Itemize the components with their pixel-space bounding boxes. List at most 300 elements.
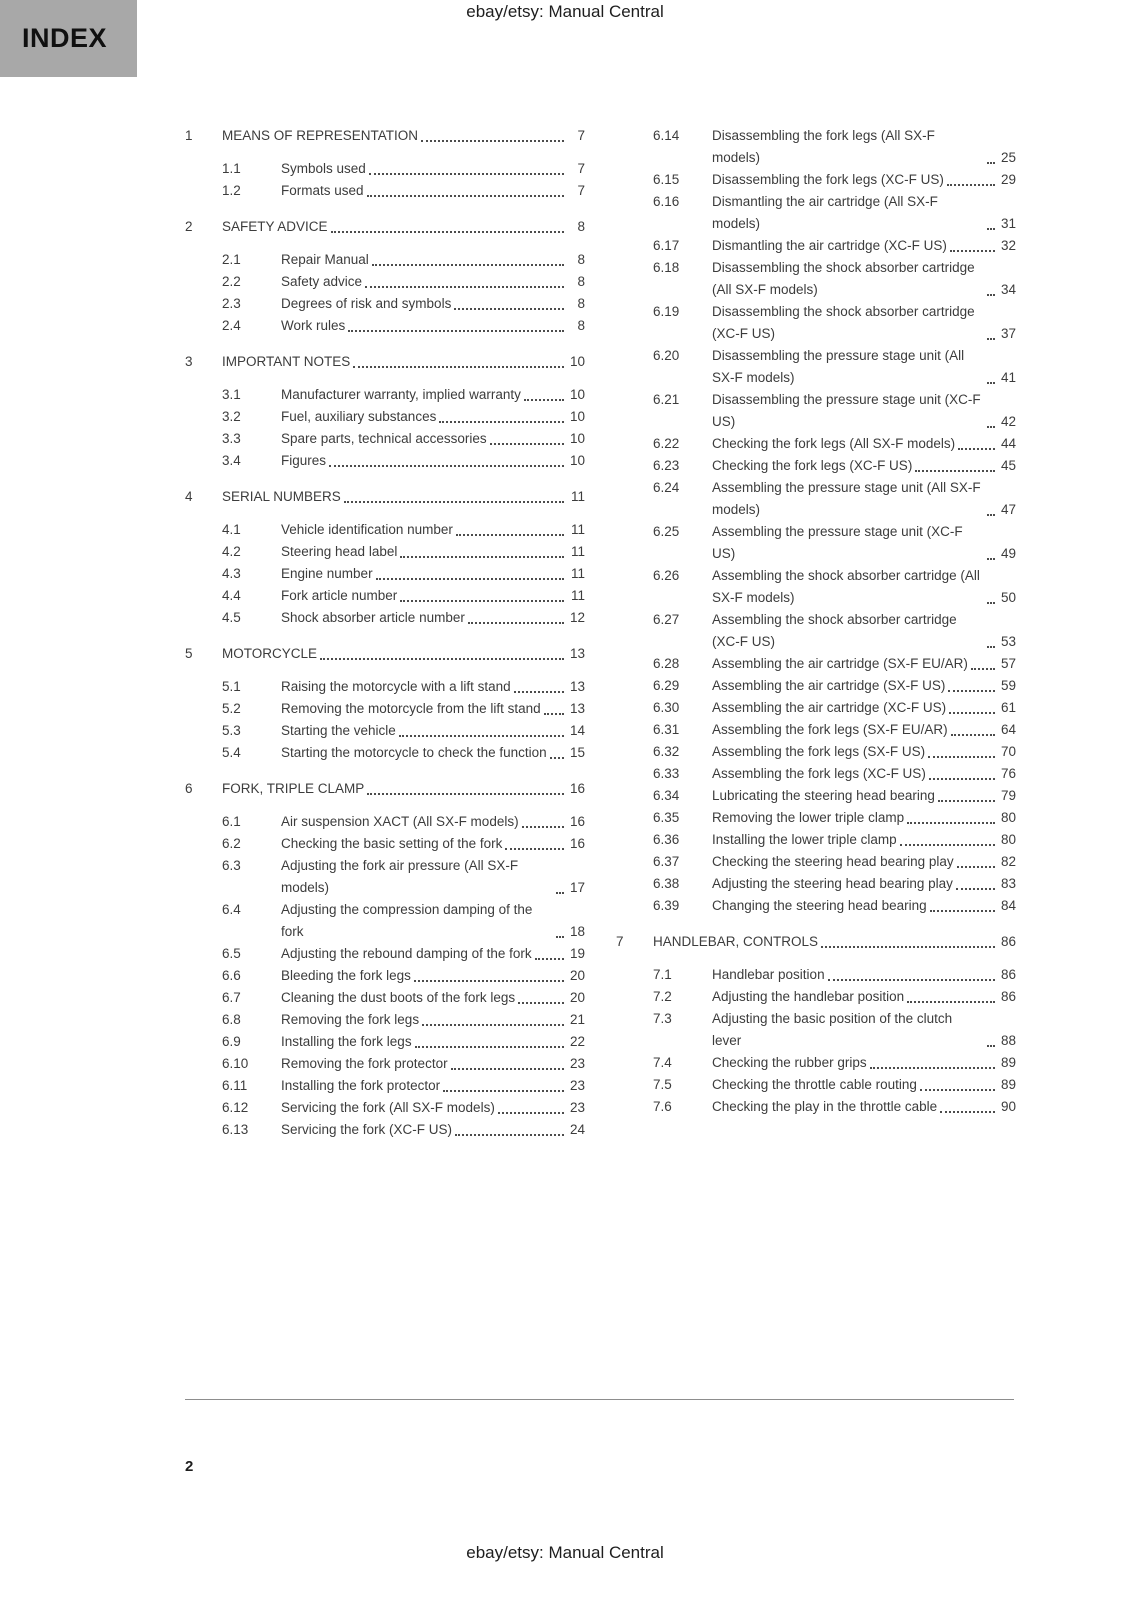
entry-number: 6.14 (653, 128, 680, 143)
toc-subsection-entry (185, 315, 585, 337)
entry-number: 6.18 (653, 260, 680, 275)
entry-page-number: 8 (577, 318, 585, 333)
entry-title: Dismantling the air cartridge (All SX-F models) (712, 194, 938, 231)
entry-title: Vehicle identification number (281, 522, 453, 537)
entry-number: 6.27 (653, 612, 680, 627)
entry-title: Fork article number (281, 588, 398, 603)
entry-title: Assembling the shock absorber cartridge (All SX-F models) (712, 568, 980, 605)
dot-leader (947, 184, 995, 186)
dot-leader (940, 1111, 995, 1113)
entry-body (281, 180, 585, 202)
dot-leader (455, 1134, 564, 1136)
entry-number: 1 (185, 128, 193, 143)
entry-title: Dismantling the air cartridge (XC-F US) (712, 238, 947, 253)
toc-subsection-entry (616, 1096, 1016, 1118)
entry-page-number: 29 (1000, 172, 1016, 187)
entry-number: 3.4 (222, 453, 241, 468)
entry-number: 6.37 (653, 854, 680, 869)
toc-subsection-entry (616, 433, 1016, 455)
entry-page-number: 15 (569, 745, 585, 760)
entry-title: Disassembling the shock absorber cartridge (All SX-F models) (712, 260, 975, 297)
entry-page-number: 49 (1000, 546, 1016, 561)
entry-body (281, 450, 585, 472)
entry-body (712, 389, 1016, 433)
entry-number: 6.23 (653, 458, 680, 473)
toc-subsection-entry (185, 720, 585, 742)
entry-number: 6.8 (222, 1012, 241, 1027)
toc-subsection-entry (185, 899, 585, 943)
entry-body (281, 406, 585, 428)
toc-subsection-entry (185, 811, 585, 833)
dot-leader (415, 1046, 564, 1048)
entry-body (712, 741, 1016, 763)
entry-title: Installing the fork legs (281, 1034, 412, 1049)
entry-body (281, 315, 585, 337)
entry-number: 6.16 (653, 194, 680, 209)
entry-page-number: 82 (1000, 854, 1016, 869)
dot-leader (821, 946, 995, 948)
entry-page-number: 89 (1000, 1055, 1016, 1070)
entry-page-number: 37 (1000, 326, 1016, 341)
entry-body (281, 271, 585, 293)
entry-number: 2.4 (222, 318, 241, 333)
entry-page-number: 11 (570, 566, 585, 581)
index-label: INDEX (22, 23, 108, 53)
entry-body (281, 742, 585, 764)
toc-subsection-entry (616, 609, 1016, 653)
dot-leader (938, 800, 995, 802)
entry-body (712, 301, 1016, 345)
entry-body (281, 1097, 585, 1119)
dot-leader (951, 734, 995, 736)
entry-title: Raising the motorcycle with a lift stand (281, 679, 511, 694)
toc-subsection-entry (616, 257, 1016, 301)
entry-title: Assembling the shock absorber cartridge (XC-F US) (712, 612, 957, 649)
dot-leader (320, 658, 564, 660)
entry-page-number: 47 (1000, 502, 1016, 517)
entry-body (281, 1031, 585, 1053)
entry-number: 6.28 (653, 656, 680, 671)
entry-body (712, 433, 1016, 455)
entry-number: 6.36 (653, 832, 680, 847)
entry-page-number: 24 (569, 1122, 585, 1137)
entry-number: 7 (616, 934, 624, 949)
toc-subsection-entry (616, 986, 1016, 1008)
entry-number: 6.38 (653, 876, 680, 891)
entry-number: 6.35 (653, 810, 680, 825)
dot-leader (550, 757, 564, 759)
entry-title: Adjusting the rebound damping of the fork (281, 946, 532, 961)
entry-number: 6.31 (653, 722, 680, 737)
dot-leader (987, 294, 995, 296)
entry-page-number: 12 (569, 610, 585, 625)
entry-page-number: 31 (1000, 216, 1016, 231)
entry-body (281, 833, 585, 855)
toc-subsection-entry (616, 785, 1016, 807)
table-of-contents (185, 125, 1015, 1141)
entry-number: 6.11 (222, 1078, 248, 1093)
toc-subsection-entry (185, 833, 585, 855)
entry-number: 3.3 (222, 431, 241, 446)
entry-number: 5.2 (222, 701, 241, 716)
entry-page-number: 50 (1000, 590, 1016, 605)
dot-leader (498, 1112, 564, 1114)
entry-title: Assembling the air cartridge (SX-F EU/AR) (712, 656, 968, 671)
dot-leader (544, 713, 564, 715)
toc-subsection-entry (185, 271, 585, 293)
entry-page-number: 10 (569, 354, 585, 369)
entry-page-number: 21 (569, 1012, 585, 1027)
entry-number: 6.26 (653, 568, 680, 583)
entry-title: HANDLEBAR, CONTROLS (653, 934, 819, 949)
dot-leader (399, 735, 564, 737)
entry-page-number: 18 (569, 924, 585, 939)
entry-page-number: 80 (1000, 832, 1016, 847)
toc-subsection-entry (185, 698, 585, 720)
entry-title: Assembling the pressure stage unit (XC-F US) (712, 524, 963, 561)
entry-title: Assembling the air cartridge (SX-F US) (712, 678, 946, 693)
dot-leader (443, 1090, 564, 1092)
entry-title: Removing the lower triple clamp (712, 810, 905, 825)
entry-body (712, 191, 1016, 235)
dot-leader (372, 264, 564, 266)
entry-page-number: 7 (577, 183, 585, 198)
entry-body (281, 249, 585, 271)
dot-leader (367, 793, 564, 795)
entry-page-number: 88 (1000, 1033, 1016, 1048)
toc-subsection-entry (616, 807, 1016, 829)
entry-number: 7.6 (653, 1099, 672, 1114)
toc-subsection-entry (616, 719, 1016, 741)
entry-number: 6.29 (653, 678, 680, 693)
toc-subsection-entry (185, 855, 585, 899)
dot-leader (957, 866, 995, 868)
dot-leader (556, 892, 564, 894)
toc-column-right (616, 125, 1016, 1141)
entry-page-number: 64 (1000, 722, 1016, 737)
entry-body (281, 965, 585, 987)
entry-page-number: 11 (570, 522, 585, 537)
toc-subsection-entry (185, 249, 585, 271)
toc-subsection-entry (185, 1009, 585, 1031)
entry-number: 7.3 (653, 1011, 672, 1026)
entry-body (712, 257, 1016, 301)
entry-title: Servicing the fork (All SX-F models) (281, 1100, 495, 1115)
entry-body (712, 1074, 1016, 1096)
entry-title: Assembling the fork legs (SX-F US) (712, 744, 926, 759)
entry-page-number: 16 (569, 781, 585, 796)
entry-body (222, 351, 585, 373)
toc-subsection-entry (185, 428, 585, 450)
entry-page-number: 90 (1000, 1099, 1016, 1114)
dot-leader (987, 514, 995, 516)
entry-page-number: 89 (1000, 1077, 1016, 1092)
entry-title: Manufacturer warranty, implied warranty (281, 387, 521, 402)
entry-number: 7.4 (653, 1055, 672, 1070)
entry-body (281, 585, 585, 607)
dot-leader (468, 622, 564, 624)
entry-body (281, 158, 585, 180)
page-footer-title: ebay/etsy: Manual Central (466, 1543, 664, 1562)
page-header-title: ebay/etsy: Manual Central (466, 2, 664, 21)
dot-leader (950, 250, 995, 252)
dot-leader (522, 826, 564, 828)
entry-number: 7.5 (653, 1077, 672, 1092)
entry-body (712, 785, 1016, 807)
toc-subsection-entry (616, 455, 1016, 477)
toc-section-entry (185, 643, 585, 665)
dot-leader (987, 228, 995, 230)
entry-body (281, 676, 585, 698)
entry-number: 6.30 (653, 700, 680, 715)
entry-page-number: 42 (1000, 414, 1016, 429)
toc-subsection-entry (616, 301, 1016, 345)
toc-subsection-entry (616, 565, 1016, 609)
entry-page-number: 86 (1000, 989, 1016, 1004)
entry-title: Disassembling the pressure stage unit (XC-F US) (712, 392, 981, 429)
dot-leader (900, 844, 995, 846)
entry-number: 6 (185, 781, 193, 796)
entry-title: Repair Manual (281, 252, 369, 267)
entry-page-number: 14 (569, 723, 585, 738)
entry-page-number: 7 (577, 161, 585, 176)
entry-body (281, 899, 585, 943)
toc-subsection-entry (185, 742, 585, 764)
dot-leader (454, 308, 564, 310)
entry-body (712, 235, 1016, 257)
entry-title: Air suspension XACT (All SX-F models) (281, 814, 519, 829)
entry-number: 6.34 (653, 788, 680, 803)
entry-body (712, 1096, 1016, 1118)
entry-page-number: 13 (569, 646, 585, 661)
entry-page-number: 11 (570, 588, 585, 603)
entry-body (281, 698, 585, 720)
entry-body (712, 763, 1016, 785)
entry-page-number: 8 (577, 274, 585, 289)
entry-number: 2 (185, 219, 193, 234)
entry-title: Handlebar position (712, 967, 825, 982)
entry-page-number: 10 (569, 409, 585, 424)
toc-subsection-entry (185, 1031, 585, 1053)
entry-title: Removing the fork legs (281, 1012, 420, 1027)
toc-section-entry (185, 486, 585, 508)
dot-leader (414, 980, 564, 982)
dot-leader (376, 578, 564, 580)
toc-subsection-entry (616, 1074, 1016, 1096)
dot-leader (907, 822, 995, 824)
entry-page-number: 79 (1000, 788, 1016, 803)
dot-leader (422, 1024, 564, 1026)
dot-leader (518, 1002, 564, 1004)
entry-body (281, 519, 585, 541)
entry-title: MEANS OF REPRESENTATION (222, 128, 419, 143)
entry-title: Adjusting the fork air pressure (All SX-F models) (281, 858, 519, 895)
entry-title: Adjusting the compression damping of the fork (281, 902, 533, 939)
footer-divider (185, 1399, 1014, 1400)
toc-subsection-entry (185, 384, 585, 406)
entry-body (281, 943, 585, 965)
dot-leader (524, 399, 564, 401)
entry-body (281, 541, 585, 563)
entry-title: Safety advice (281, 274, 363, 289)
entry-body (222, 778, 585, 800)
toc-subsection-entry (616, 763, 1016, 785)
entry-number: 6.17 (653, 238, 680, 253)
entry-number: 6.19 (653, 304, 680, 319)
entry-number: 5 (185, 646, 193, 661)
entry-body (712, 609, 1016, 653)
dot-leader (920, 1089, 995, 1091)
entry-page-number: 20 (569, 990, 585, 1005)
entry-page-number: 11 (570, 544, 585, 559)
entry-page-number: 23 (569, 1078, 585, 1093)
entry-title: SERIAL NUMBERS (222, 489, 341, 504)
toc-subsection-entry (185, 987, 585, 1009)
toc-subsection-entry (616, 477, 1016, 521)
toc-subsection-entry (185, 965, 585, 987)
entry-number: 6.39 (653, 898, 680, 913)
entry-page-number: 61 (1000, 700, 1016, 715)
toc-subsection-entry (185, 519, 585, 541)
entry-page-number: 23 (569, 1100, 585, 1115)
entry-title: Disassembling the pressure stage unit (All SX-F models) (712, 348, 965, 385)
entry-title: Assembling the fork legs (SX-F EU/AR) (712, 722, 948, 737)
entry-body (712, 455, 1016, 477)
entry-body (222, 125, 585, 147)
dot-leader (949, 712, 995, 714)
dot-leader (451, 1068, 564, 1070)
dot-leader (928, 756, 995, 758)
dot-leader (344, 501, 564, 503)
toc-subsection-entry (185, 450, 585, 472)
entry-title: Checking the throttle cable routing (712, 1077, 917, 1092)
entry-body (281, 428, 585, 450)
entry-page-number: 44 (1000, 436, 1016, 451)
entry-title: Assembling the pressure stage unit (All SX-F models) (712, 480, 981, 517)
entry-body (653, 931, 1016, 953)
dot-leader (929, 778, 995, 780)
entry-body (712, 895, 1016, 917)
entry-title: Removing the fork protector (281, 1056, 448, 1071)
entry-title: Assembling the fork legs (XC-F US) (712, 766, 926, 781)
toc-subsection-entry (616, 741, 1016, 763)
entry-page-number: 41 (1000, 370, 1016, 385)
entry-body (281, 855, 585, 899)
entry-title: FORK, TRIPLE CLAMP (222, 781, 365, 796)
entry-title: Checking the fork legs (XC-F US) (712, 458, 913, 473)
entry-page-number: 7 (577, 128, 585, 143)
toc-subsection-entry (185, 158, 585, 180)
entry-title: Fuel, auxiliary substances (281, 409, 437, 424)
entry-body (281, 1119, 585, 1141)
toc-subsection-entry (185, 293, 585, 315)
dot-leader (331, 231, 564, 233)
entry-body (281, 607, 585, 629)
entry-number: 6.7 (222, 990, 241, 1005)
toc-subsection-entry (185, 607, 585, 629)
entry-page-number: 20 (569, 968, 585, 983)
entry-number: 2.2 (222, 274, 241, 289)
entry-page-number: 13 (569, 701, 585, 716)
entry-title: Checking the rubber grips (712, 1055, 867, 1070)
entry-number: 4.1 (222, 522, 241, 537)
entry-page-number: 8 (577, 296, 585, 311)
entry-title: Adjusting the handlebar position (712, 989, 905, 1004)
dot-leader (987, 602, 995, 604)
entry-title: Figures (281, 453, 327, 468)
toc-section-entry (185, 125, 585, 147)
entry-body (712, 873, 1016, 895)
entry-number: 3 (185, 354, 193, 369)
entry-page-number: 76 (1000, 766, 1016, 781)
entry-number: 6.6 (222, 968, 241, 983)
entry-number: 6.12 (222, 1100, 249, 1115)
entry-number: 6.24 (653, 480, 680, 495)
toc-subsection-entry (185, 563, 585, 585)
entry-number: 6.1 (222, 814, 241, 829)
toc-subsection-entry (616, 653, 1016, 675)
entry-title: Installing the fork protector (281, 1078, 441, 1093)
entry-number: 4.4 (222, 588, 241, 603)
entry-title: Spare parts, technical accessories (281, 431, 487, 446)
toc-subsection-entry (185, 1075, 585, 1097)
entry-page-number: 59 (1000, 678, 1016, 693)
dot-leader (490, 443, 564, 445)
toc-subsection-entry (185, 406, 585, 428)
toc-subsection-entry (616, 1008, 1016, 1052)
toc-subsection-entry (616, 235, 1016, 257)
dot-leader (915, 470, 995, 472)
entry-title: Checking the steering head bearing play (712, 854, 954, 869)
entry-title: Steering head label (281, 544, 398, 559)
toc-subsection-entry (616, 829, 1016, 851)
dot-leader (870, 1067, 995, 1069)
toc-section-entry (616, 931, 1016, 953)
entry-number: 6.20 (653, 348, 680, 363)
entry-number: 1.1 (222, 161, 241, 176)
entry-body (712, 521, 1016, 565)
entry-number: 6.32 (653, 744, 680, 759)
entry-title: Shock absorber article number (281, 610, 465, 625)
entry-number: 5.1 (222, 679, 241, 694)
dot-leader (987, 646, 995, 648)
entry-page-number: 45 (1000, 458, 1016, 473)
dot-leader (456, 534, 564, 536)
toc-subsection-entry (616, 964, 1016, 986)
entry-number: 4 (185, 489, 193, 504)
dot-leader (353, 366, 564, 368)
entry-body (712, 345, 1016, 389)
toc-section-entry (185, 778, 585, 800)
entry-number: 4.5 (222, 610, 241, 625)
entry-number: 6.4 (222, 902, 241, 917)
dot-leader (930, 910, 995, 912)
entry-page-number: 16 (569, 836, 585, 851)
entry-number: 5.3 (222, 723, 241, 738)
entry-page-number: 25 (1000, 150, 1016, 165)
entry-body (712, 697, 1016, 719)
entry-title: Checking the play in the throttle cable (712, 1099, 938, 1114)
toc-subsection-entry (616, 345, 1016, 389)
entry-number: 6.3 (222, 858, 241, 873)
entry-number: 2.3 (222, 296, 241, 311)
entry-title: Starting the motorcycle to check the function (281, 745, 547, 760)
entry-body (712, 675, 1016, 697)
dot-leader (421, 140, 564, 142)
entry-title: Degrees of risk and symbols (281, 296, 452, 311)
entry-page-number: 83 (1000, 876, 1016, 891)
entry-number: 6.21 (653, 392, 680, 407)
